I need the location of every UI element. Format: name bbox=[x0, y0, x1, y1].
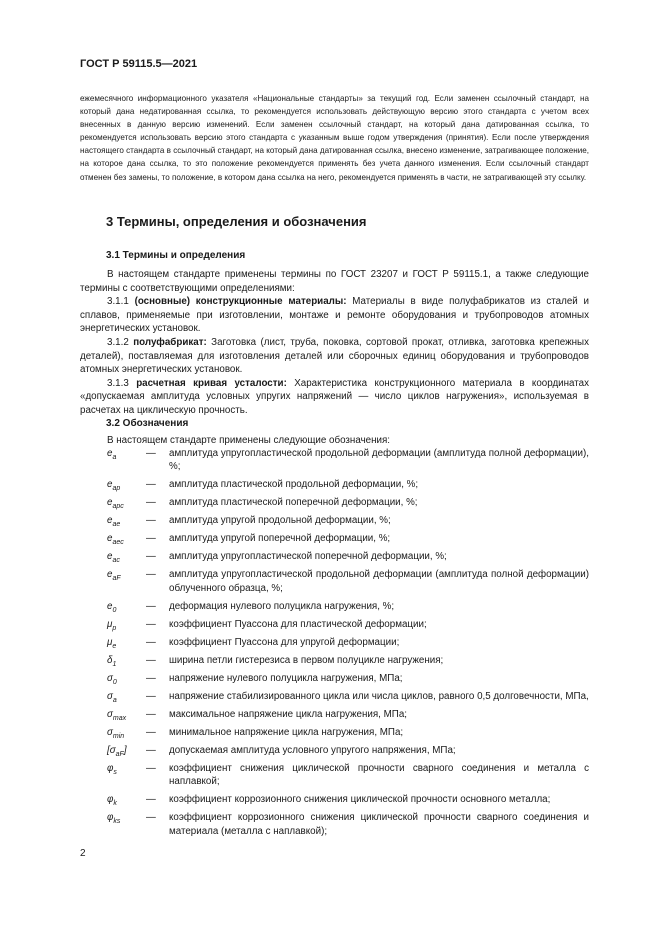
notation-dash: — bbox=[146, 479, 156, 491]
notation-symbol: $\sigma_0$ bbox=[107, 672, 117, 686]
notation-dash: — bbox=[146, 726, 156, 738]
notation-description: коэффициент снижения циклической прочности сварного соединения и металла с наплавкой; bbox=[169, 762, 589, 788]
term-definition: Заготовка (лист, труба, поковка, сортовой прокат, отливка, заготовка крепежных деталей), поставляемая для изготовления деталей или сборочных единиц оборудования и трубопроводов атомных энергетических установок. bbox=[80, 336, 589, 376]
intro-paragraph: ежемесячного информационного указателя «Национальные стандарты» за текущий год. Если заменен ссылочный стандарт, на который дана недатированная ссылка, то рекомендуется использовать действующую версию этого стандарта с учетом всех внесенных в данную версию изменений. Если заменен ссылочный стандарт, на который дана датированная ссылка, то рекомендуется использовать версию этого стандарта с указанным выше годом утверждения (принятия). Если после утверждения настоящего стандарта в ссылочный стандарт, на который дана датированная ссылка, внесено изменение, затрагивающее положение, на которое дана ссылка, то это положение рекомендуется применять без учета данного изменения. Если ссылочный стандарт отменен без замены, то положение, в котором дана ссылка на него, рекомендуется применять в части, не затрагивающей эту ссылку. bbox=[80, 94, 589, 182]
notation-dash: — bbox=[146, 812, 156, 824]
notation-symbol: $\varphi_k$ bbox=[107, 794, 117, 808]
notation-intro-block bbox=[80, 434, 589, 448]
term-number: 3.1.1 bbox=[107, 296, 135, 308]
notation-item bbox=[80, 726, 589, 739]
notation-dash: — bbox=[146, 569, 156, 581]
notation-description: коэффициент Пуассона для упругой деформации; bbox=[169, 636, 400, 648]
notation-dash: — bbox=[146, 618, 156, 630]
notation-item bbox=[80, 811, 589, 838]
notation-dash: — bbox=[146, 744, 156, 756]
notation-item bbox=[80, 514, 589, 527]
notation-symbol: $\delta_1$ bbox=[107, 654, 117, 668]
notation-item bbox=[80, 568, 589, 595]
notation-symbol: $e_0$ bbox=[107, 600, 117, 614]
term-3-1-2 bbox=[80, 336, 589, 377]
notation-description: напряжение стабилизированного цикла или числа циклов, равного 0,5 долговечности, МПа, bbox=[169, 690, 589, 702]
notation-symbol: $\sigma_{max}$ bbox=[107, 708, 127, 722]
notation-dash: — bbox=[146, 515, 156, 527]
notation-description: ширина петли гистерезиса в первом полуцикле нагружения; bbox=[169, 654, 444, 666]
notation-dash: — bbox=[146, 794, 156, 806]
notation-dash: — bbox=[146, 448, 156, 459]
notation-item bbox=[80, 690, 589, 703]
notation-symbol: $\varphi_{ks}$ bbox=[107, 812, 121, 826]
notation-dash: — bbox=[146, 708, 156, 720]
notation-dash: — bbox=[146, 636, 156, 648]
notation-symbol: $e_{ae}$ bbox=[107, 515, 121, 529]
notation-symbol: $[\sigma_{aF}]$ bbox=[107, 744, 127, 758]
notation-item bbox=[80, 532, 589, 545]
notation-item bbox=[80, 672, 589, 685]
notation-dash: — bbox=[146, 533, 156, 545]
notation-dash: — bbox=[146, 672, 156, 684]
notation-dash: — bbox=[146, 600, 156, 612]
notation-description: допускаемая амплитуда условного упругого напряжения, МПа; bbox=[169, 744, 456, 756]
notation-description: амплитуда пластической продольной деформации, %; bbox=[169, 479, 419, 491]
notation-item bbox=[80, 478, 589, 491]
page-number: 2 bbox=[80, 848, 86, 859]
notation-symbol: $e_{ac}$ bbox=[107, 551, 120, 565]
notation-symbol: $e_{aec}$ bbox=[107, 533, 124, 547]
notation-item bbox=[80, 600, 589, 613]
notation-symbol: $e_{apc}$ bbox=[107, 497, 124, 511]
notation-item bbox=[80, 744, 589, 757]
notation-dash: — bbox=[146, 497, 156, 509]
section-3-2-heading: 3.2 Обозначения bbox=[106, 418, 189, 429]
notation-dash: — bbox=[146, 654, 156, 666]
notation-description: максимальное напряжение цикла нагружения, МПа; bbox=[169, 708, 408, 720]
notation-symbol: $\mu_p$ bbox=[107, 618, 117, 632]
notation-item bbox=[80, 447, 589, 474]
notation-symbol: $\varphi_s$ bbox=[107, 762, 117, 776]
notation-description: амплитуда пластической поперечной деформации, %; bbox=[169, 497, 418, 509]
notation-item bbox=[80, 550, 589, 563]
notation-intro: В настоящем стандарте применены следующие обозначения: bbox=[107, 435, 391, 446]
terms-intro: В настоящем стандарте применены термины по ГОСТ 23207 и ГОСТ Р 59115.1, а также следующие термины с соответствующими определениями: bbox=[80, 269, 589, 294]
notation-item bbox=[80, 618, 589, 631]
notation-symbol: $e_{ap}$ bbox=[107, 479, 121, 493]
notation-list bbox=[80, 447, 589, 843]
notation-description: амплитуда упругой продольной деформации, %; bbox=[169, 515, 391, 527]
notation-description: амплитуда упругой поперечной деформации, %; bbox=[169, 533, 391, 545]
notation-description: амплитуда упругопластической продольной деформации (амплитуда полной деформации), %; bbox=[169, 448, 589, 473]
notation-description: коэффициент коррозионного снижения циклической прочности сварного соединения и материала (металла с наплавкой); bbox=[169, 812, 589, 837]
term-3-1-1 bbox=[80, 295, 589, 336]
notation-item bbox=[80, 654, 589, 667]
notation-description: коэффициент коррозионного снижения циклической прочности основного металла; bbox=[169, 794, 551, 806]
notation-symbol: $\mu_e$ bbox=[107, 636, 117, 650]
notation-item bbox=[80, 793, 589, 806]
term-number: 3.1.3 bbox=[107, 377, 137, 389]
term-name: расчетная кривая усталости: bbox=[136, 377, 287, 389]
notation-description: напряжение нулевого полуцикла нагружения, МПа; bbox=[169, 672, 403, 684]
notation-dash: — bbox=[146, 762, 156, 774]
term-definition: Материалы в виде полуфабрикатов из сталей и сплавов, применяемые при изготовлении, монтаже и ремонте оборудования и трубопроводов атомных энергетических установок. bbox=[80, 296, 590, 335]
notation-item bbox=[80, 496, 589, 509]
notation-description: амплитуда упругопластической поперечной деформации, %; bbox=[169, 551, 447, 563]
term-name: (основные) конструкционные материалы: bbox=[134, 296, 347, 308]
terms-block bbox=[80, 268, 589, 418]
term-3-1-3 bbox=[80, 377, 589, 418]
notation-description: коэффициент Пуассона для пластической деформации; bbox=[169, 618, 427, 630]
term-name: полуфабрикат: bbox=[133, 336, 207, 348]
notation-dash: — bbox=[146, 690, 156, 702]
notation-symbol: $\sigma_a$ bbox=[107, 690, 117, 704]
section-3-heading: 3 Термины, определения и обозначения bbox=[106, 214, 367, 229]
term-definition: Характеристика конструкционного материала в координатах «допускаемая амплитуда условных упругих напряжений — число циклов нагружения», используемая в расчетах на циклическую прочность. bbox=[80, 377, 590, 416]
notation-symbol: $e_a$ bbox=[107, 448, 117, 461]
notation-description: минимальное напряжение цикла нагружения, МПа; bbox=[169, 726, 404, 738]
notation-dash: — bbox=[146, 551, 156, 563]
notation-symbol: $e_{aF}$ bbox=[107, 569, 121, 583]
notation-description: амплитуда упругопластической продольной деформации (амплитуда полной деформации) облученного образца, %; bbox=[169, 569, 589, 594]
notation-description: деформация нулевого полуцикла нагружения, %; bbox=[169, 600, 395, 612]
section-3-1-heading: 3.1 Термины и определения bbox=[106, 250, 246, 261]
notation-symbol: $\sigma_{min}$ bbox=[107, 726, 125, 740]
document-header: ГОСТ Р 59115.5—2021 bbox=[80, 58, 198, 70]
notation-item bbox=[80, 762, 589, 789]
term-number: 3.1.2 bbox=[107, 336, 134, 348]
notation-item bbox=[80, 708, 589, 721]
notation-item bbox=[80, 636, 589, 649]
